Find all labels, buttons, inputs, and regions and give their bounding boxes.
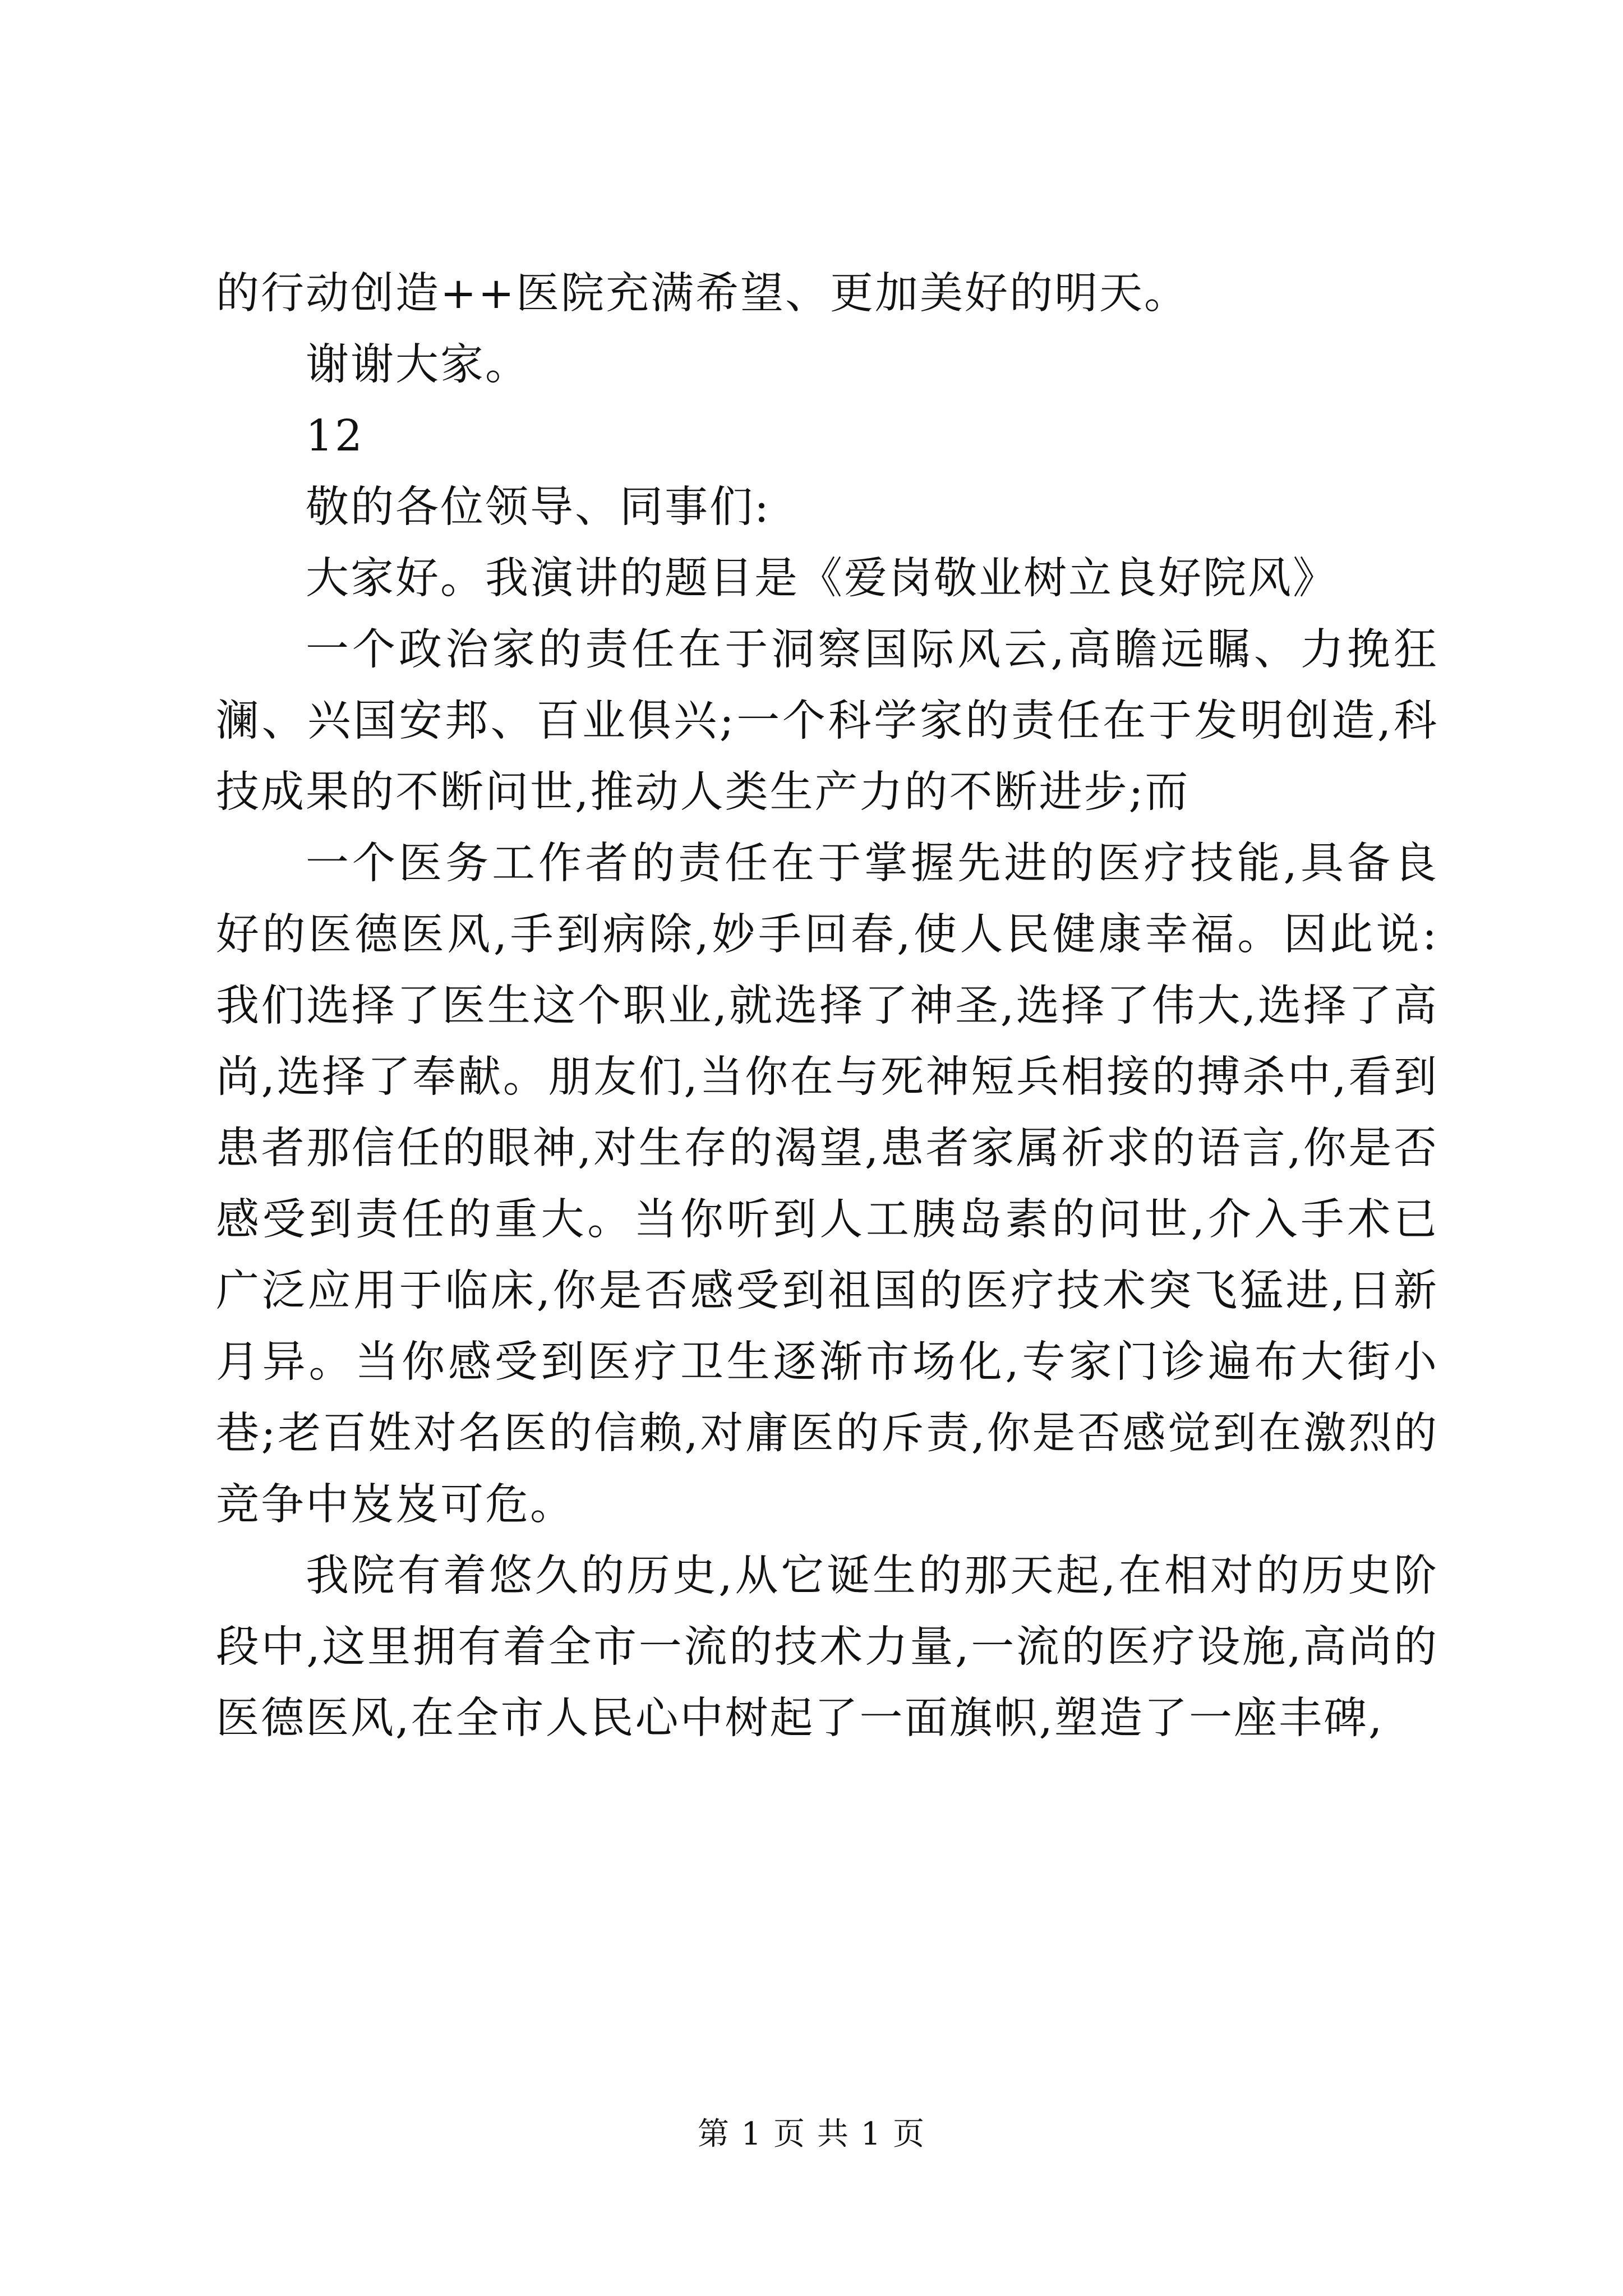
paragraph-thanks: 谢谢大家。: [306, 340, 530, 390]
paragraph-responsibility: 一个政治家的责任在于洞察国际风云,高瞻远瞩、力挽狂澜、兴国安邦、百业俱兴;一个科学家的责任在于发明创造,科技成果的不断问世,推动人类生产力的不断进步;而: [216, 625, 1438, 817]
paragraph-hospital-history: 我院有着悠久的历史,从它诞生的那天起,在相对的历史阶段中,这里拥有着全市一流的技术力量,一流的医疗设施,高尚的医德医风,在全市人民心中树起了一面旗帜,塑造了一座丰碑,: [216, 1551, 1438, 1743]
paragraph-greeting-title: 大家好。我演讲的题目是《爱岗敬业树立良好院风》: [306, 554, 1338, 604]
page-footer: 第 1 页 共 1 页: [697, 2116, 926, 2152]
paragraph-continuation: 的行动创造++医院充满希望、更加美好的明天。: [216, 269, 1189, 319]
paragraph-medical-worker: 一个医务工作者的责任在于掌握先进的医疗技能,具备良好的医德医风,手到病除,妙手回春,使人民健康幸福。因此说:我们选择了医生这个职业,就选择了神圣,选择了伟大,选择了高尚,选择了奉献。朋友们,当你在与死神短兵相接的搏杀中,看到患者那信任的眼神,对生存的渴望,患者家属祈求的语言,你是否感受到责任的重大。当你听到人工胰岛素的问世,介入手术已广泛应用于临床,你是否感受到祖国的医疗技术突飞猛进,日新月异。当你感受到医疗卫生逐渐市场化,专家门诊遍布大街小巷;老百姓对名医的信赖,对庸医的斥责,你是否感觉到在激烈的竞争中岌岌可危。: [216, 839, 1438, 1530]
document-body: [216, 258, 1438, 1754]
paragraph-salutation: 敬的各位领导、同事们:: [306, 482, 771, 532]
paragraph-number: 12: [306, 411, 364, 461]
